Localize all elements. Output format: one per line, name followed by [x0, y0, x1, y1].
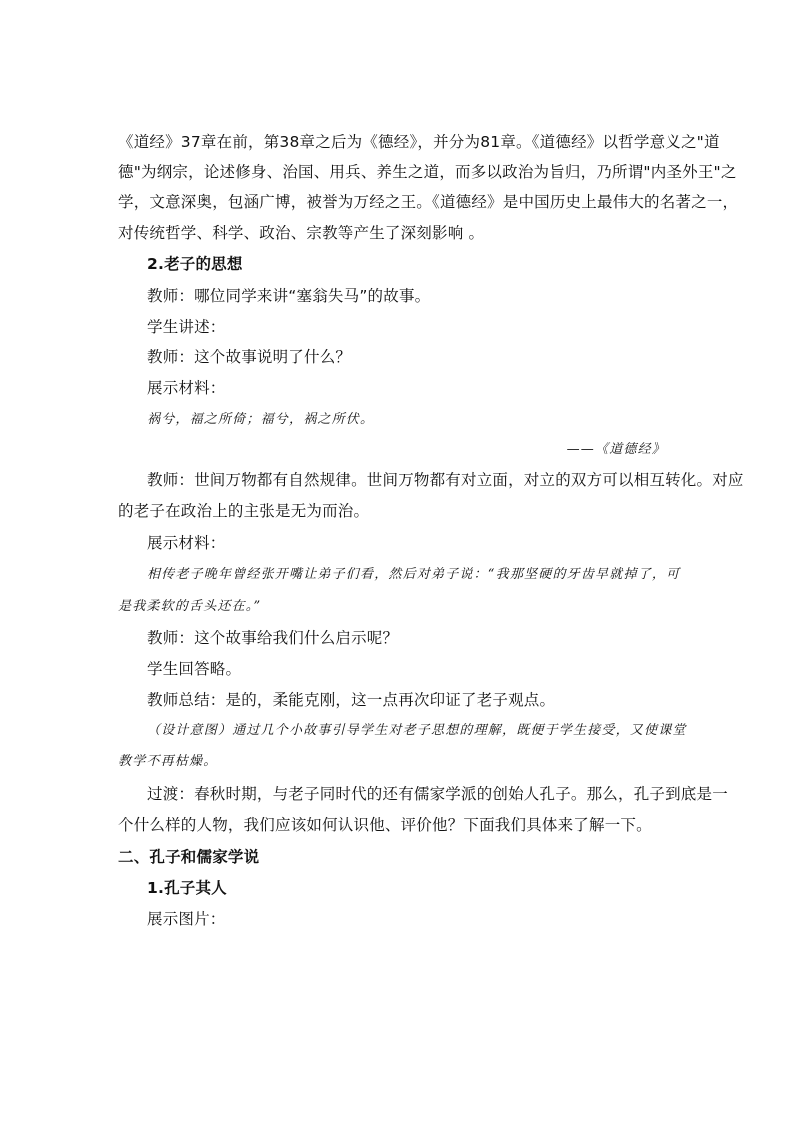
teacher-question-2: 教师：这个故事说明了什么？ [147, 348, 352, 366]
sub-heading-confucius: 1.孔子其人 [147, 879, 227, 897]
teacher-question-3: 教师：这个故事给我们什么启示呢？ [147, 629, 399, 647]
material-quote: 祸兮，福之所倚；福兮，祸之所伏。 [147, 412, 375, 427]
student-tell: 学生讲述： [147, 318, 226, 336]
teacher-statement-line: 的老子在政治上的主张是无为而治。 [118, 502, 370, 520]
material-source: ——《道德经》 [566, 442, 666, 457]
material-story-line: 相传老子晚年曾经张开嘴让弟子们看，然后对弟子说：“我那坚硬的牙齿早就掉了，可 [147, 567, 681, 582]
design-intent-line: （设计意图）通过几个小故事引导学生对老子思想的理解，既便于学生接受，又使课堂 [147, 723, 687, 738]
transition-line: 过渡：春秋时期，与老子同时代的还有儒家学派的创始人孔子。那么，孔子到底是一 [147, 785, 728, 803]
section-two-heading: 二、孔子和儒家学说 [118, 848, 260, 866]
show-picture-label: 展示图片： [147, 910, 226, 928]
show-material-label: 展示材料： [147, 379, 226, 397]
paragraph-line: 学，文意深奥，包涵广博，被誉为万经之王。《道德经》是中国历史上最伟大的名著之一， [118, 193, 739, 211]
paragraph-line: 《道经》37章在前，第38章之后为《德经》，并分为81章。《道德经》以哲学意义之"道 [118, 133, 720, 151]
transition-line: 个什么样的人物，我们应该如何认识他、评价他？下面我们具体来了解一下。 [118, 816, 652, 834]
teacher-summary: 教师总结：是的，柔能克刚，这一点再次印证了老子观点。 [147, 691, 556, 709]
teacher-statement-line: 教师：世间万物都有自然规律。世间万物都有对立面，对立的双方可以相互转化。对应 [147, 471, 744, 489]
design-intent-line: 教学不再枯燥。 [118, 754, 218, 769]
heading-laozi-thought: 2.老子的思想 [147, 255, 243, 273]
teacher-question-1: 教师：哪位同学来讲“塞翁失马”的故事。 [147, 287, 431, 305]
paragraph-line: 对传统哲学、科学、政治、宗教等产生了深刻影响 。 [118, 224, 485, 242]
paragraph-line: 德"为纲宗，论述修身、治国、用兵、养生之道，而多以政治为旨归，乃所谓"内圣外王"之 [118, 163, 737, 181]
material-story-line: 是我柔软的舌头还在。” [118, 599, 262, 614]
show-material-label-2: 展示材料： [147, 534, 226, 552]
student-answer: 学生回答略。 [147, 660, 242, 678]
